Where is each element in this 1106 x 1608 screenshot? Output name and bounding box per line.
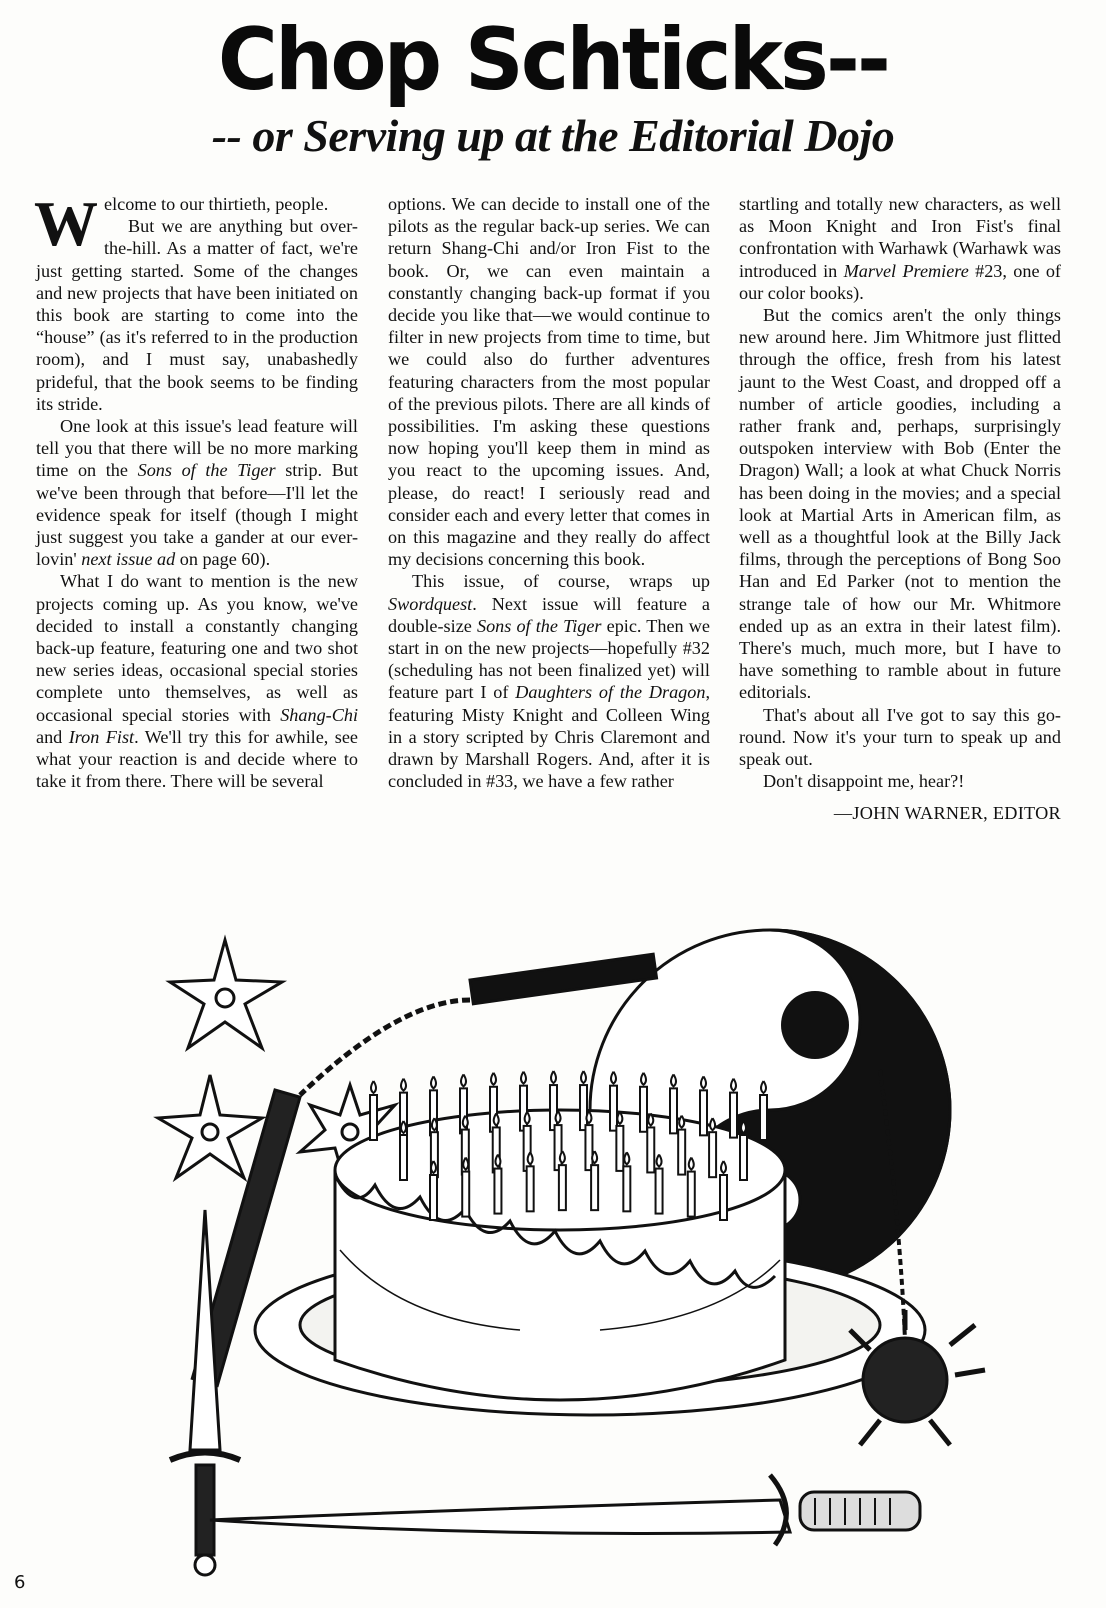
candle [527,1166,534,1211]
text-run: But we are anything but over-the-hill. As a matter of fact, we're just getting started. Some of the changes and new projects that have been initiated on this book are starting to come into the “house” (as it's referred to in the production room), and I must say, unabashedly prideful, that the book seems to be finding its stride. [36,216,358,414]
candle [610,1086,617,1131]
candle-flame [494,1113,499,1125]
candle-flame [525,1112,530,1124]
text-run: elcome to our thirtieth, people. [104,194,329,214]
italic-title: next issue ad [81,549,176,570]
candle-flame [491,1073,496,1085]
text-run: on page 60). [175,549,271,570]
candle [616,1126,623,1171]
candle-flame [551,1071,556,1083]
article-paragraph [739,704,1061,771]
text-run: epic. Then we start in on the new projects—hopefully #32 (scheduling has not been finalized yet) will feature part I of [388,615,710,703]
editorial-illustration [0,920,1106,1608]
article-paragraph [388,570,710,792]
candle-flame [624,1152,629,1164]
candle [585,1125,592,1170]
drop-cap: W [34,188,98,259]
candle [462,1172,469,1217]
candle [580,1085,587,1130]
candle-flame [461,1074,466,1086]
candle-flame [761,1081,766,1093]
candle-flame [463,1116,468,1128]
candle [688,1172,695,1217]
page-title: Chop Schticks-- [217,10,889,110]
candle-flame [521,1072,526,1084]
candle [730,1093,737,1138]
candle [623,1166,630,1211]
text-run: This issue, of course, wraps up [412,571,710,592]
italic-title: Iron Fist [68,726,135,747]
candle [740,1135,747,1180]
candle [678,1130,685,1175]
candle-flame [528,1152,533,1164]
italic-title: Sons of the Tiger [476,615,602,636]
candle [400,1135,407,1180]
text-run: startling and totally new characters, as well as Moon Knight and Iron Fist's final confrontation with Warhawk (Warhawk was introduced in [739,194,1061,281]
candle-flame [401,1121,406,1133]
candle [670,1088,677,1133]
text-run: #23, one of our color books). [739,260,1061,303]
candle [430,1175,437,1220]
candle-flame [641,1073,646,1085]
text-run: One look at this issue's lead feature will tell you that there will be no more marking time on the [36,416,358,481]
candle-flame [611,1072,616,1084]
candle-flame [710,1118,715,1130]
text-run: Don't disappoint me, hear?! [763,771,965,792]
article-paragraph [36,570,358,792]
candle-flame [679,1116,684,1128]
candle-flame [648,1113,653,1125]
italic-title: Shang-Chi [280,704,358,725]
article-column-1 [34,188,358,792]
candle [494,1169,501,1214]
article-paragraph [34,188,358,259]
candle-flame [371,1081,376,1093]
sword-icon [210,1475,920,1545]
text-run: That's about all I've got to say this go-round. Now it's your turn to speak up and speak out. [739,704,1061,770]
candle-flame [592,1151,597,1163]
candle [555,1125,562,1170]
candle [720,1175,727,1220]
italic-title: Daughters of the Dragon [515,682,706,703]
article-paragraph [739,304,1061,704]
candle-flame [431,1161,436,1173]
text-run: strip. But we've been through that before—I'll let the evidence speak for itself (though I might just suggest you take a gander at our ever-lovin' [36,460,358,570]
candle [370,1095,377,1140]
candle [647,1127,654,1172]
italic-title: Sons of the Tiger [137,460,276,481]
candle [559,1165,566,1210]
candle-flame [581,1071,586,1083]
article-paragraph [36,415,358,570]
candle [656,1169,663,1214]
candle-flame [432,1118,437,1130]
candle-flame [586,1111,591,1123]
italic-title: Swordquest [388,593,473,614]
candle-flame [721,1161,726,1173]
italic-title: Marvel Premiere [843,260,969,281]
editor-signature: —JOHN WARNER, EDITOR [833,803,1061,824]
candle [550,1085,557,1130]
candle [709,1132,716,1177]
candle-flame [560,1151,565,1163]
candle-flame [731,1079,736,1091]
candle-flame [401,1079,406,1091]
candle-flame [556,1111,561,1123]
text-run: . Next issue will feature a double-size [388,593,710,636]
text-run: and [36,726,69,747]
text-run: What I do want to mention is the new projects coming up. As you know, we've decided to install a constantly changing back-up feature, featuring one and two shot new series ideas, occasional special stories complete unto themselves, as well as occasional special stories with [36,571,358,725]
page-number: 6 [14,1572,26,1593]
candle-flame [689,1158,694,1170]
candle [591,1165,598,1210]
candle-flame [701,1076,706,1088]
candle-flame [671,1074,676,1086]
text-run: . We'll try this for awhile, see what your reaction is and decide where to take it from there. There will be several [36,726,358,792]
article-column-3 [739,193,1061,825]
article-paragraph [739,193,1061,304]
candle-flame [741,1121,746,1133]
text-run: , featuring Misty Knight and Colleen Wing in a story scripted by Chris Claremont and drawn by Marshall Rogers. And, after it is concluded in #33, we have a few rather [388,682,710,792]
text-run: options. We can decide to install one of the pilots as the regular back-up series. We can return Shang-Chi and/or Iron Fist to the book. Or, we can even maintain a constantly changing back-up format if you decide you like that—we would continue to filter in new projects from time to time, but we could also do further adventures featuring characters from the most popular of the previous pilots. There are all kinds of possibilities. I'm asking these questions now hoping you'll keep them in mind as you react to the upcoming issues. And, please, do react! I seriously read and consider each and every letter that comes in on this magazine and they really do affect my decisions concerning this book. [388,194,710,570]
candle-flame [463,1158,468,1170]
candle [760,1095,767,1140]
candle-flame [657,1155,662,1167]
article-column-2 [388,193,710,792]
candle [700,1090,707,1135]
candle-flame [495,1155,500,1167]
text-run: But the comics aren't the only things new around here. Jim Whitmore just flitted through the office, fresh from his latest jaunt to the West Coast, and dropped off a number of article goodies, including a rather frank and, perhaps, surprisingly outspoken interview with Bob (Enter the Dragon) Wall; a look at what Chuck Norris has been doing in the movies; and a special look at Martial Arts in American film, as well as a thoughtful look at the Billy Jack films, through the perceptions of Bong Soo Han and Ed Parker (not to mention the strange tale of how our Mr. Whitmore ended up as an extra in their latest film). There's much, much more, but I have to have something to ramble about in future editorials. [739,305,1061,703]
candle [640,1087,647,1132]
candle-flame [617,1112,622,1124]
page-subtitle: -- or Serving up at the Editorial Dojo [211,110,895,161]
article-paragraph [388,193,710,570]
candle-flame [431,1076,436,1088]
article-paragraph [739,770,1061,792]
